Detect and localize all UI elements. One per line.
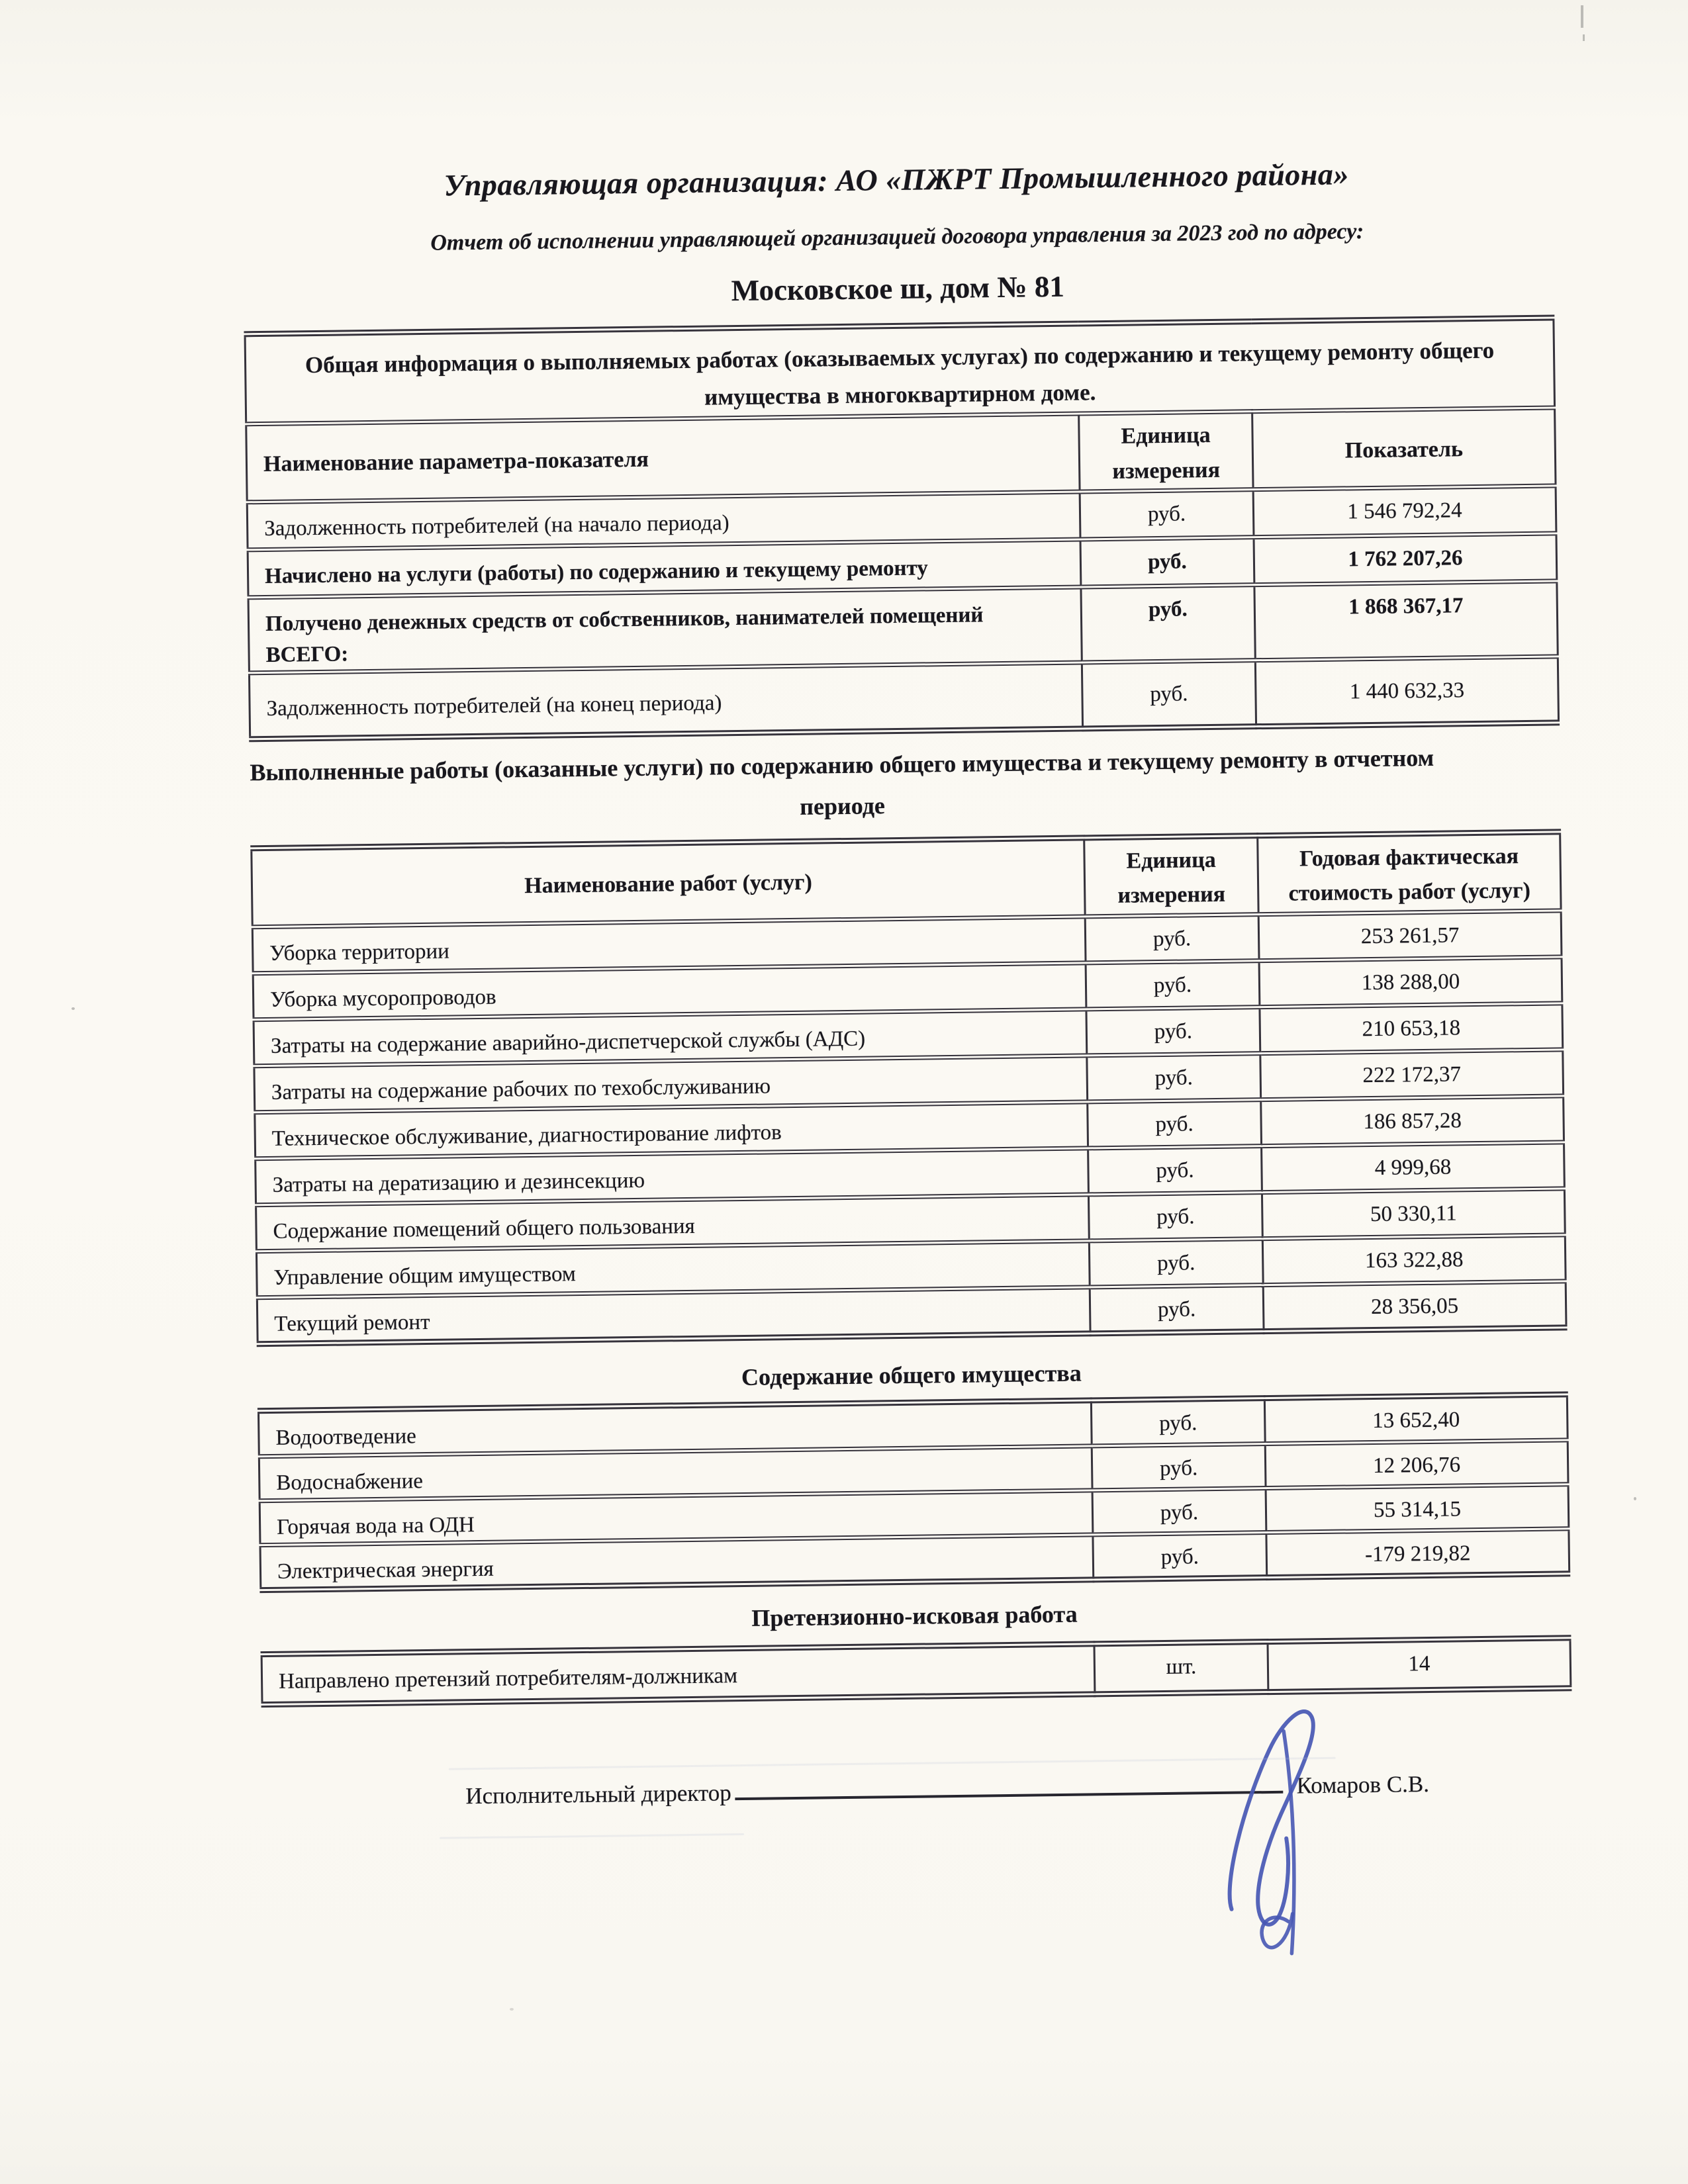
value-cell: 55 314,15	[1266, 1484, 1569, 1533]
unit-cell: руб.	[1092, 1443, 1266, 1490]
column-header-name: Наименование параметра-показателя	[246, 414, 1080, 502]
value-cell: 163 322,88	[1262, 1235, 1566, 1285]
work-name-cell: Уборка мусоропроводов	[253, 963, 1086, 1020]
maintenance-table	[258, 1392, 1570, 1594]
report-address: Московское ш, дом № 81	[731, 269, 1065, 308]
table-caption: Общая информация о выполняемых работах (оказываемых услугах) по содержанию и текущему ремонту общего имущества в многоквартирном доме.	[245, 318, 1555, 424]
value-cell: 1 546 792,24	[1253, 486, 1556, 537]
works-table	[250, 829, 1567, 1347]
unit-cell: шт.	[1094, 1642, 1268, 1694]
param-name-cell: Задолженность потребителей (на конец периода)	[249, 662, 1082, 739]
service-name-cell: Электрическая энергия	[260, 1535, 1094, 1590]
work-name-cell: Затраты на дератизацию и дезинсекцию	[256, 1148, 1089, 1205]
signature-line	[735, 1763, 1284, 1800]
work-name-cell: Содержание помещений общего пользования	[256, 1195, 1090, 1251]
unit-cell: руб.	[1090, 1285, 1264, 1334]
work-name-cell: Техническое обслуживание, диагностирование лифтов	[255, 1102, 1088, 1159]
unit-cell: руб.	[1080, 490, 1254, 539]
scan-speck	[1581, 5, 1583, 28]
value-cell: 186 857,28	[1261, 1096, 1564, 1146]
scan-ghost-line	[440, 1833, 744, 1839]
report-title: Управляющая организация: АО «ПЖРТ Промышленного района»	[444, 157, 1350, 203]
value-cell: 1 868 367,17	[1254, 581, 1558, 660]
column-header-unit: Единица измерения	[1079, 412, 1253, 492]
maintenance-section-heading: Содержание общего имущества	[741, 1359, 1082, 1390]
value-cell: 13 652,40	[1264, 1394, 1568, 1443]
column-header-value: Годовая фактическая стоимость работ (услуг)	[1258, 831, 1561, 914]
table-caption-row	[245, 318, 1555, 424]
value-cell: 28 356,05	[1263, 1281, 1566, 1332]
scan-speck	[1583, 34, 1585, 41]
unit-cell: руб.	[1082, 660, 1256, 728]
value-cell: 138 288,00	[1259, 957, 1562, 1007]
value-cell: 14	[1268, 1638, 1571, 1692]
unit-cell: руб.	[1085, 915, 1259, 963]
value-cell: 12 206,76	[1265, 1439, 1568, 1488]
unit-cell: руб.	[1086, 961, 1260, 1009]
param-name-cell: Получено денежных средств от собственников, нанимателей помещений ВСЕГО:	[248, 587, 1082, 672]
column-header-name: Наименование работ (услуг)	[252, 838, 1085, 927]
value-cell: 253 261,57	[1258, 911, 1562, 961]
work-name-cell: Управление общим имуществом	[256, 1241, 1090, 1298]
unit-cell: руб.	[1088, 1146, 1262, 1195]
claims-table	[261, 1635, 1572, 1708]
scan-speck	[510, 2008, 514, 2011]
unit-cell: руб.	[1086, 1007, 1260, 1056]
value-cell: 1 762 207,26	[1254, 533, 1557, 585]
column-header-value: Показатель	[1252, 408, 1556, 490]
signature-label: Исполнительный директор	[465, 1780, 731, 1809]
unit-cell: руб.	[1088, 1100, 1262, 1148]
signatory-name: Комаров С.В.	[1296, 1771, 1430, 1799]
signature-scribble-icon	[1197, 1688, 1366, 1974]
report-subtitle: Отчет об исполнении управляющей организацией договора управления за 2023 год по адресу:	[430, 219, 1364, 255]
value-cell: 1 440 632,33	[1255, 657, 1558, 727]
unit-cell: руб.	[1087, 1054, 1261, 1102]
work-name-cell: Затраты на содержание аварийно-диспетчерской службы (АДС)	[254, 1009, 1087, 1066]
value-cell: 210 653,18	[1260, 1003, 1563, 1054]
work-name-cell: Уборка территории	[252, 917, 1086, 974]
scan-speck	[1634, 1497, 1636, 1500]
param-name-cell: Начислено на услуги (работы) по содержанию и текущему ремонту	[248, 539, 1081, 598]
service-name-cell: Водоснабжение	[259, 1445, 1092, 1500]
value-cell: 4 999,68	[1262, 1142, 1565, 1193]
table-row	[261, 1638, 1571, 1705]
general-info-table	[244, 314, 1560, 742]
works-section-heading: Выполненные работы (оказанные услуги) по содержанию общего имущества и текущему ремонту в отчетном периоде	[250, 744, 1434, 820]
unit-cell: руб.	[1092, 1488, 1266, 1534]
column-header-unit: Единица измерения	[1084, 835, 1258, 917]
scan-speck	[71, 1007, 75, 1010]
service-name-cell: Горячая вода на ОДН	[259, 1490, 1093, 1545]
unit-cell: руб.	[1091, 1398, 1265, 1445]
unit-cell: руб.	[1081, 585, 1255, 662]
claim-name-cell: Направлено претензий потребителям-должникам	[261, 1644, 1095, 1705]
value-cell: -179 219,82	[1266, 1529, 1570, 1578]
claims-section-heading: Претензионно-исковая работа	[751, 1600, 1078, 1631]
unit-cell: руб.	[1089, 1239, 1263, 1287]
unit-cell: руб.	[1093, 1532, 1267, 1579]
work-name-cell: Текущий ремонт	[257, 1287, 1090, 1344]
value-cell: 222 172,37	[1260, 1050, 1564, 1100]
service-name-cell: Водоотведение	[258, 1400, 1092, 1456]
unit-cell: руб.	[1080, 537, 1254, 587]
work-name-cell: Затраты на содержание рабочих по техобслуживанию	[254, 1056, 1088, 1113]
value-cell: 50 330,11	[1262, 1189, 1565, 1239]
unit-cell: руб.	[1088, 1193, 1262, 1241]
param-name-cell: Задолженность потребителей (на начало периода)	[247, 492, 1080, 550]
